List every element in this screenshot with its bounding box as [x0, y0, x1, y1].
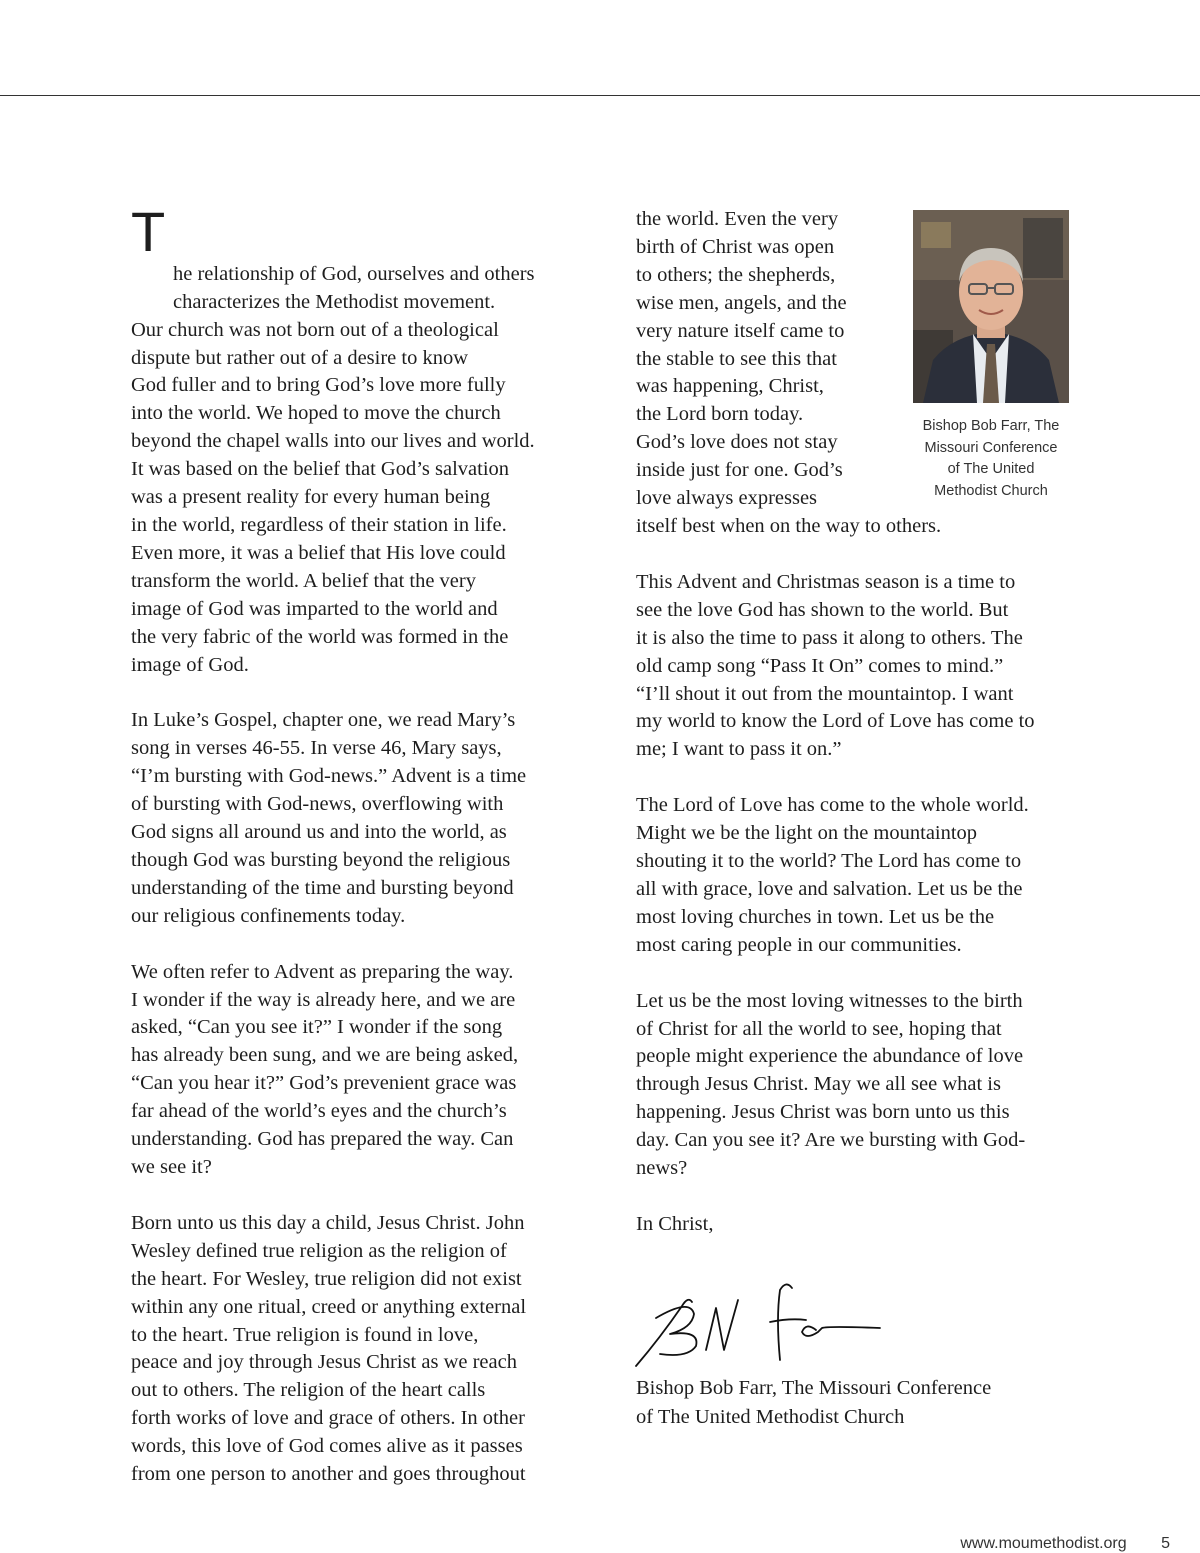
- page-number: 5: [1161, 1535, 1170, 1552]
- paragraph-2: In Luke’s Gospel, chapter one, we read Mary’s song in verses 46-55. In verse 46, Mary says, “I’m bursting with God-news.” Advent is a time of bursting with God-news, overflowing with God signs all around us and into the world, as though God was bursting beyond the religious understanding of the time and bursting beyond our religious confinements today.: [131, 709, 527, 927]
- paragraph-4: Born unto us this day a child, Jesus Christ. John Wesley defined true religion as the religion of the heart. For Wesley, true religion did not exist within any one ritual, creed or anything external to the heart. True religion is found in love, peace and joy through Jesus Christ as we reach out to others. The religion of the heart calls forth works of love and grace of others. In other words, this love of God comes alive as it passes from one person to another and goes throughout: [131, 1211, 527, 1486]
- right-paragraph-3: The Lord of Love has come to the whole world. Might we be the light on the mountaintop shouting it to the world? The Lord has come to all with grace, love and salvation. Let us be the most loving churches in town. Let us be the most caring people in our communities.: [636, 794, 1029, 956]
- page-footer: [960, 1535, 1170, 1553]
- closing: In Christ,: [636, 1213, 714, 1235]
- opening-text: he relationship of God, ourselves and others characterizes the Methodist movement.: [173, 262, 535, 313]
- paragraph-3: We often refer to Advent as preparing the way. I wonder if the way is already here, and we are asked, “Can you see it?” I wonder if the song has already been sung, and we are being asked, “Can you hear it?” God’s prevenient grace was far ahead of the world’s eyes and the church’s understanding. God has prepared the way. Can we see it?: [131, 960, 519, 1178]
- handwritten-signature: [630, 1278, 890, 1373]
- right-paragraph-2: This Advent and Christmas season is a time to see the love God has shown to the world. But it is also the time to pass it along to others. The old camp song “Pass It On” comes to mind.” “I’ll shout it out from the mountaintop. I want my world to know the Lord of Love has come to me; I want to pass it on.”: [636, 570, 1035, 761]
- right-paragraph-1-wrapped: the world. Even the very birth of Christ was open to others; the shepherds, wise men, angels, and the very nature itself came to the stable to see this that was happening, Christ, the Lord born today. God’s love does not stay inside just for one. God’s love always expresses: [636, 208, 847, 510]
- right-paragraph-1-tail: itself best when on the way to others.: [636, 514, 942, 537]
- photo-caption: Bishop Bob Farr, The Missouri Conference of The United Methodist Church: [922, 418, 1060, 499]
- left-column: [131, 200, 571, 1489]
- bishop-portrait-photo: [913, 210, 1069, 403]
- website-link[interactable]: www.moumethodist.org: [960, 1535, 1127, 1552]
- opening-lines: [131, 200, 571, 317]
- right-paragraph-4: Let us be the most loving witnesses to the birth of Christ for all the world to see, hoping that people might experience the abundance of love through Jesus Christ. May we all see what is happening. Jesus Christ was born unto us this day. Can you see it? Are we bursting with God- news?: [636, 989, 1026, 1180]
- paragraph-1-rest: Our church was not born out of a theological dispute but rather out of a desire to know God fuller and to bring God’s love more fully into the world. We hoped to move the church beyond the chapel walls into our lives and world. It was based on the belief that God’s salvation was a present reality for every human being in the world, regardless of their station in life. Even more, it was a belief that His love could transform the world. A belief that the very image of God was imparted to the world and the very fabric of the world was formed in the image of God.: [131, 318, 535, 676]
- signature-name: Bishop Bob Farr, The Missouri Conference of The United Methodist Church: [636, 1377, 992, 1428]
- top-rule: [0, 95, 1200, 96]
- drop-cap: T: [131, 200, 166, 263]
